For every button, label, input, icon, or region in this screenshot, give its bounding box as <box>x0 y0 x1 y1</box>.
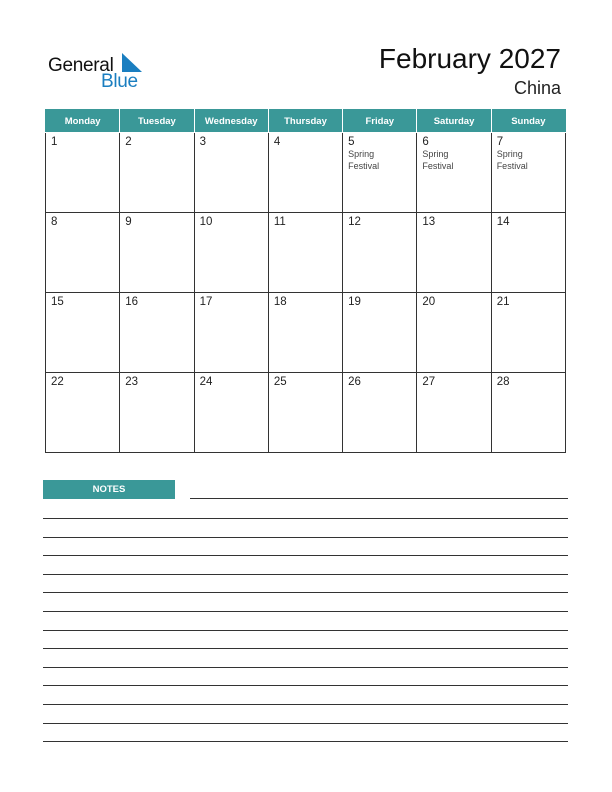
day-number: 28 <box>496 376 510 388</box>
calendar-week-row <box>46 133 566 213</box>
day-number: 22 <box>51 376 64 388</box>
calendar-day-cell <box>417 373 491 453</box>
day-number: 4 <box>273 136 281 148</box>
calendar-day-cell <box>268 293 342 373</box>
day-number: 13 <box>422 216 436 228</box>
logo-word-general: General <box>48 55 114 76</box>
calendar-day-cell <box>343 373 417 453</box>
notes-line <box>43 667 568 668</box>
day-number: 10 <box>199 216 213 228</box>
holiday-label: Spring Festival <box>348 149 380 171</box>
day-number: 19 <box>348 296 361 308</box>
notes-line <box>43 611 568 612</box>
calendar-body <box>46 133 566 453</box>
calendar-day-cell <box>268 133 342 213</box>
notes-line <box>43 723 568 724</box>
weekday-header-friday: Friday <box>343 110 417 133</box>
calendar-day-cell <box>268 373 342 453</box>
holiday-label: Spring Festival <box>422 149 454 171</box>
notes-line <box>43 648 568 649</box>
holiday-label: Spring Festival <box>496 149 528 171</box>
notes-line <box>43 574 568 575</box>
month-year-title: February 2027 <box>378 43 561 74</box>
country-label: China <box>513 78 561 98</box>
day-number: 8 <box>51 216 58 228</box>
day-number: 5 <box>348 136 355 148</box>
calendar-week-row <box>46 293 566 373</box>
calendar-day-cell <box>491 133 565 213</box>
calendar-day-cell <box>417 133 491 213</box>
day-number: 2 <box>125 136 132 148</box>
day-number: 1 <box>51 136 58 148</box>
weekday-header-row <box>46 110 566 133</box>
weekday-header-monday: Monday <box>46 110 120 133</box>
day-number: 17 <box>199 296 213 308</box>
calendar-day-cell <box>417 213 491 293</box>
notes-line <box>43 741 568 742</box>
calendar-day-cell <box>491 373 565 453</box>
calendar-day-cell <box>120 213 194 293</box>
calendar-day-cell <box>194 213 268 293</box>
calendar-day-cell <box>120 293 194 373</box>
calendar-day-cell <box>46 213 120 293</box>
weekday-header-thursday: Thursday <box>268 110 342 133</box>
day-number: 3 <box>199 136 206 148</box>
calendar-day-cell <box>120 373 194 453</box>
day-number: 18 <box>273 296 287 308</box>
calendar-day-cell <box>120 133 194 213</box>
calendar-day-cell <box>194 133 268 213</box>
calendar-day-cell <box>46 373 120 453</box>
calendar-day-cell <box>491 293 565 373</box>
day-number: 14 <box>496 216 510 228</box>
notes-line <box>190 498 568 499</box>
calendar-grid <box>45 109 566 453</box>
calendar-day-cell <box>194 293 268 373</box>
notes-line <box>43 704 568 705</box>
calendar-week-row <box>46 373 566 453</box>
day-number: 26 <box>348 376 361 388</box>
calendar-week-row <box>46 213 566 293</box>
calendar-day-cell <box>46 293 120 373</box>
calendar-day-cell <box>491 213 565 293</box>
day-number: 16 <box>125 296 139 308</box>
weekday-header-saturday: Saturday <box>417 110 491 133</box>
day-number: 7 <box>496 136 504 148</box>
day-number: 27 <box>422 376 436 388</box>
notes-line <box>43 685 568 686</box>
day-number: 6 <box>422 136 429 148</box>
calendar-day-cell <box>194 373 268 453</box>
weekday-header-wednesday: Wednesday <box>194 110 268 133</box>
calendar-day-cell <box>343 213 417 293</box>
notes-line <box>43 592 568 593</box>
day-number: 20 <box>422 296 436 308</box>
notes-line <box>43 537 568 538</box>
day-number: 21 <box>496 296 510 308</box>
notes-header: NOTES <box>43 480 175 499</box>
generalblue-logo <box>48 52 158 92</box>
notes-line <box>43 555 568 556</box>
calendar-day-cell <box>343 133 417 213</box>
logo-triangle-icon <box>120 53 142 73</box>
day-number: 15 <box>51 296 64 308</box>
notes-line <box>43 630 568 631</box>
day-number: 23 <box>125 376 139 388</box>
calendar-day-cell <box>268 213 342 293</box>
calendar-day-cell <box>343 293 417 373</box>
weekday-header-sunday: Sunday <box>491 110 565 133</box>
day-number: 25 <box>273 376 287 388</box>
day-number: 24 <box>199 376 213 388</box>
logo-word-blue: Blue <box>101 71 138 92</box>
notes-line <box>43 518 568 519</box>
day-number: 11 <box>273 216 286 228</box>
day-number: 12 <box>348 216 361 228</box>
calendar-day-cell <box>417 293 491 373</box>
weekday-header-tuesday: Tuesday <box>120 110 194 133</box>
day-number: 9 <box>125 216 132 228</box>
calendar-day-cell <box>46 133 120 213</box>
